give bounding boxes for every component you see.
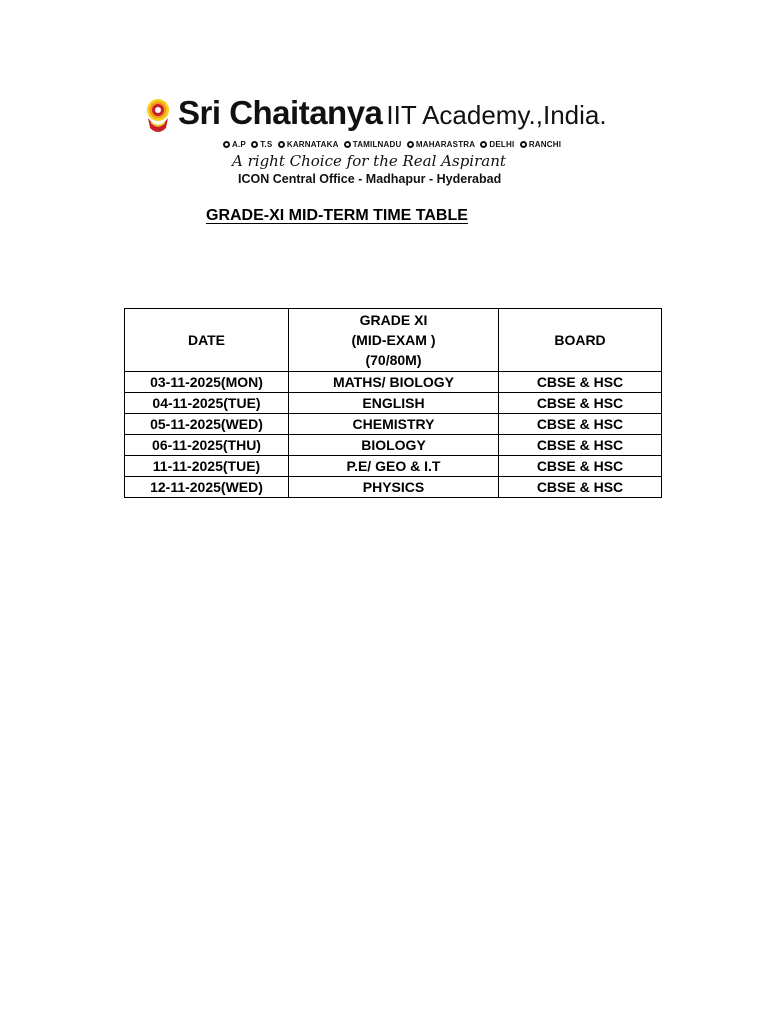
cell-board: CBSE & HSC <box>499 393 662 414</box>
region-item: A.P <box>232 140 246 149</box>
table-row <box>125 477 662 498</box>
bullet-icon <box>407 141 414 148</box>
table-header-row <box>125 309 662 372</box>
academy-logo-icon <box>144 98 172 138</box>
timetable <box>124 308 662 498</box>
bullet-icon <box>520 141 527 148</box>
region-item: TAMILNADU <box>352 140 402 149</box>
cell-subject: MATHS/ BIOLOGY <box>289 372 499 393</box>
header-grade-line: GRADE XI <box>359 312 428 328</box>
page-title: GRADE-XI MID-TERM TIME TABLE <box>206 207 468 224</box>
table-row <box>125 372 662 393</box>
cell-date: 05-11-2025(WED) <box>125 414 289 435</box>
region-item: KARNATAKA <box>286 140 339 149</box>
region-item: MAHARASTRA <box>415 140 475 149</box>
header-date: DATE <box>125 309 289 372</box>
letterhead <box>140 92 620 192</box>
cell-subject: BIOLOGY <box>289 435 499 456</box>
regions-line <box>220 140 561 149</box>
brand-name: Sri Chaitanya <box>178 94 383 131</box>
header-board: BOARD <box>499 309 662 372</box>
bullet-icon <box>278 141 285 148</box>
cell-date: 04-11-2025(TUE) <box>125 393 289 414</box>
cell-date: 11-11-2025(TUE) <box>125 456 289 477</box>
bullet-icon <box>344 141 351 148</box>
bullet-icon <box>480 141 487 148</box>
cell-board: CBSE & HSC <box>499 414 662 435</box>
cell-date: 03-11-2025(MON) <box>125 372 289 393</box>
header-grade-line: (70/80M) <box>365 352 422 368</box>
table-row <box>125 456 662 477</box>
header-grade <box>289 309 499 372</box>
bullet-icon <box>251 141 258 148</box>
region-item: DELHI <box>489 140 515 149</box>
region-item: T.S <box>260 140 273 149</box>
cell-subject: P.E/ GEO & I.T <box>289 456 499 477</box>
cell-board: CBSE & HSC <box>499 456 662 477</box>
cell-subject: ENGLISH <box>289 393 499 414</box>
cell-board: CBSE & HSC <box>499 477 662 498</box>
cell-subject: PHYSICS <box>289 477 499 498</box>
cell-subject: CHEMISTRY <box>289 414 499 435</box>
table-row <box>125 414 662 435</box>
table-row <box>125 435 662 456</box>
office-address: ICON Central Office - Madhapur - Hyderabad <box>238 172 502 186</box>
cell-board: CBSE & HSC <box>499 372 662 393</box>
bullet-icon <box>223 141 230 148</box>
cell-date: 12-11-2025(WED) <box>125 477 289 498</box>
tagline: A right Choice for the Real Aspirant <box>232 152 506 170</box>
region-item: RANCHI <box>528 140 562 149</box>
brand-suffix: IIT Academy.,India. <box>386 100 607 130</box>
header-grade-line: (MID-EXAM ) <box>351 332 436 348</box>
cell-date: 06-11-2025(THU) <box>125 435 289 456</box>
cell-board: CBSE & HSC <box>499 435 662 456</box>
brand-wordmark <box>178 94 607 132</box>
table-row <box>125 393 662 414</box>
